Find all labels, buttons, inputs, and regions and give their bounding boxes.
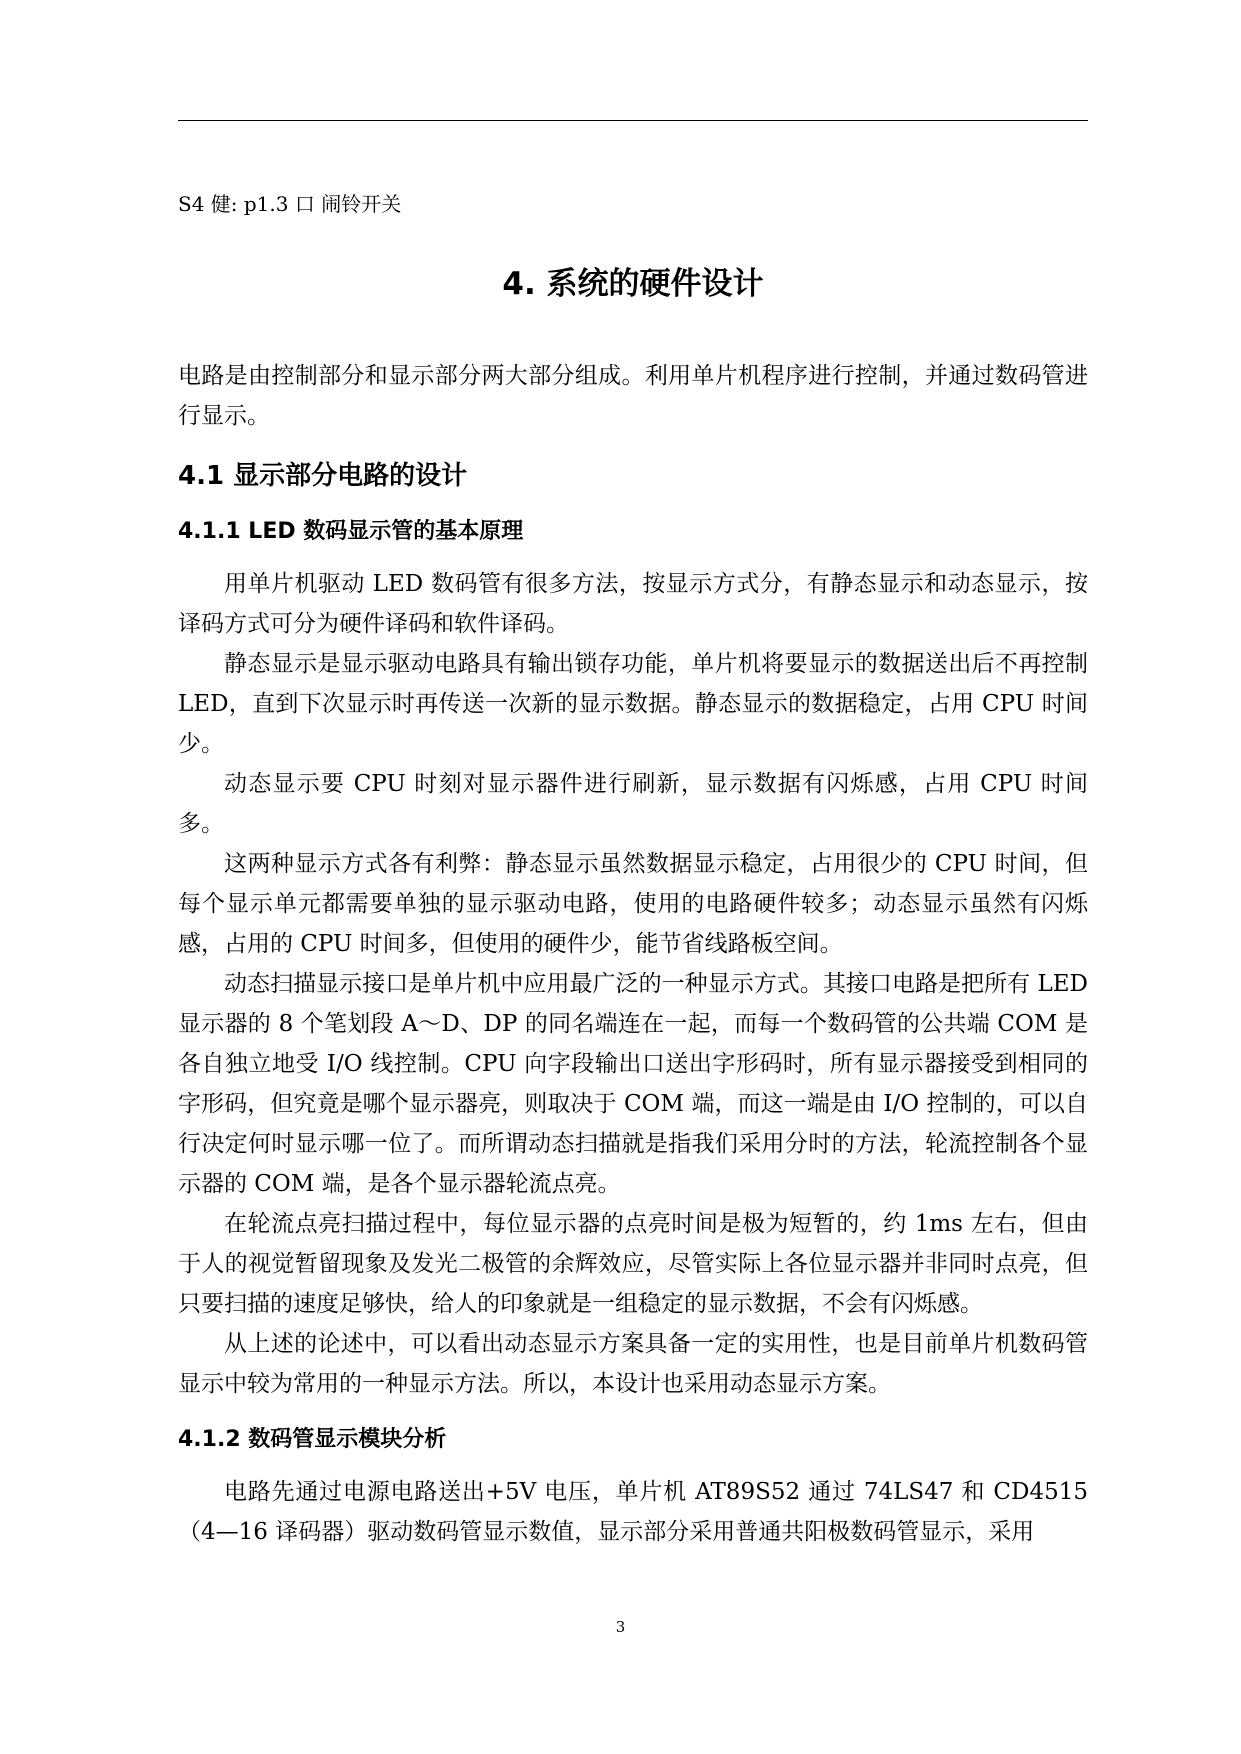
subsection-heading-4-1-1: 4.1.1 LED 数码显示管的基本原理 bbox=[178, 519, 524, 544]
paragraph: 静态显示是显示驱动电路具有输出锁存功能，单片机将要显示的数据送出后不再控制 LED，直到下次显示时再传送一次新的显示数据。静态显示的数据稳定，占用 CPU 时间少。 bbox=[178, 651, 1088, 757]
page-content bbox=[178, 188, 1088, 1552]
intro-paragraph: 电路是由控制部分和显示部分两大部分组成。利用单片机程序进行控制，并通过数码管进行显示。 bbox=[178, 363, 1088, 429]
header-rule bbox=[178, 120, 1088, 121]
paragraph: 这两种显示方式各有利弊：静态显示虽然数据显示稳定，占用很少的 CPU 时间，但每个显示单元都需要单独的显示驱动电路，使用的电路硬件较多；动态显示虽然有闪烁感，占用的 CPU 时间多，但使用的硬件少，能节省线路板空间。 bbox=[178, 851, 1088, 957]
paragraph: 电路先通过电源电路送出+5V 电压，单片机 AT89S52 通过 74LS47 和 CD4515（4—16 译码器）驱动数码管显示数值，显示部分采用普通共阳极数码管显示，采用 bbox=[178, 1479, 1088, 1545]
page-number: 3 bbox=[615, 1618, 626, 1636]
paragraph: 用单片机驱动 LED 数码管有很多方法，按显示方式分，有静态显示和动态显示，按译码方式可分为硬件译码和软件译码。 bbox=[178, 571, 1088, 637]
paragraph: 从上述的论述中，可以看出动态显示方案具备一定的实用性，也是目前单片机数码管显示中较为常用的一种显示方法。所以，本设计也采用动态显示方案。 bbox=[178, 1331, 1088, 1397]
chapter-title: 4. 系统的硬件设计 bbox=[502, 266, 764, 302]
subsection-heading-4-1-2: 4.1.2 数码管显示模块分析 bbox=[178, 1427, 447, 1452]
section-heading-4-1: 4.1 显示部分电路的设计 bbox=[178, 461, 468, 491]
paragraph: 在轮流点亮扫描过程中，每位显示器的点亮时间是极为短暂的，约 1ms 左右，但由于人的视觉暂留现象及发光二极管的余辉效应，尽管实际上各位显示器并非同时点亮，但只要扫描的速度足够快，给人的印象就是一组稳定的显示数据，不会有闪烁感。 bbox=[178, 1211, 1088, 1317]
key-s4-line: S4 健: p1.3 口 闹铃开关 bbox=[178, 192, 402, 216]
paragraph: 动态显示要 CPU 时刻对显示器件进行刷新，显示数据有闪烁感，占用 CPU 时间多。 bbox=[178, 771, 1088, 837]
paragraph: 动态扫描显示接口是单片机中应用最广泛的一种显示方式。其接口电路是把所有 LED 显示器的 8 个笔划段 A～D、DP 的同名端连在一起，而每一个数码管的公共端 COM 是各自独立地受 I/O 线控制。CPU 向字段输出口送出字形码时，所有显示器接受到相同的字形码，但究竟是哪个显示器亮，则取决于 COM 端，而这一端是由 I/O 控制的，可以自行决定何时显示哪一位了。而所谓动态扫描就是指我们采用分时的方法，轮流控制各个显示器的 COM 端，是各个显示器轮流点亮。 bbox=[178, 971, 1088, 1197]
